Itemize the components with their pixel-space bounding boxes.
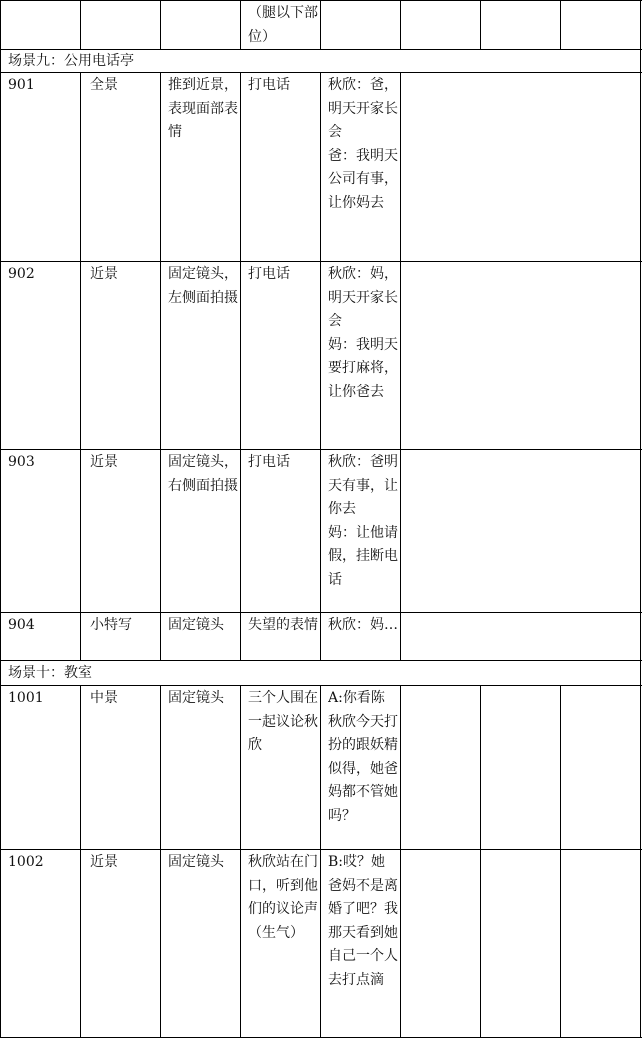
dialogue: 秋欣：妈…: [328, 617, 398, 633]
shot-number: 904: [8, 617, 35, 633]
camera-move: 推到近景，表现面部表情: [168, 77, 238, 140]
column-divider: [80, 72, 81, 660]
column-divider: [240, 72, 241, 660]
table-border-top: [0, 0, 642, 1]
row-divider: [0, 849, 642, 850]
shot-number: 1001: [8, 690, 44, 706]
shot-content: 秋欣站在门口，听到他们的议论声（生气）: [248, 854, 318, 941]
shot-content: 三个人围在一起议论秋欣: [248, 690, 318, 753]
row0-content: （腿以下部位）: [248, 5, 318, 45]
column-divider: [400, 0, 401, 49]
shot-content: 打电话: [248, 454, 290, 470]
row-divider: [0, 612, 642, 613]
column-divider: [480, 0, 481, 49]
shot-content: 打电话: [248, 266, 290, 282]
column-divider: [320, 685, 321, 1038]
shot-size: 近景: [90, 266, 118, 282]
shot-size: 中景: [90, 690, 118, 706]
row-divider: [0, 261, 642, 262]
column-divider: [80, 0, 81, 49]
shot-content: 失望的表情: [248, 617, 318, 633]
camera-move: 固定镜头: [168, 690, 224, 706]
column-divider: [240, 685, 241, 1038]
shot-size: 小特写: [90, 617, 132, 633]
shot-content: 打电话: [248, 77, 290, 93]
column-divider: [560, 0, 561, 49]
row-divider: [0, 449, 642, 450]
shot-size: 近景: [90, 454, 118, 470]
dialogue: A:你看陈秋欣今天打扮的跟妖精似得，她爸妈都不管她吗？: [328, 690, 398, 824]
column-divider: [240, 0, 241, 49]
table-border-right: [640, 0, 641, 1038]
table-border-left: [0, 0, 1, 1038]
shot-number: 901: [8, 77, 35, 93]
camera-move: 固定镜头: [168, 854, 224, 870]
column-divider: [400, 72, 401, 660]
column-divider: [560, 685, 561, 1038]
scene-heading-ten: 场景十：教室: [8, 665, 92, 681]
dialogue: 秋欣：爸明天有事，让你去 妈：让他请假，挂断电话: [328, 454, 398, 588]
dialogue: 秋欣：妈，明天开家长会 妈：我明天要打麻将，让你爸去: [328, 266, 398, 400]
column-divider: [160, 685, 161, 1038]
camera-move: 固定镜头，左侧面拍摄: [168, 266, 238, 306]
dialogue: B:哎？她爸妈不是离婚了吧？我那天看到她自己一个人去打点滴: [328, 854, 398, 988]
column-divider: [160, 0, 161, 49]
row-divider: [0, 685, 642, 686]
shot-size: 全景: [90, 77, 118, 93]
table-border-bottom: [0, 1037, 642, 1038]
row-divider: [0, 660, 642, 661]
row0-content-cell: [248, 2, 320, 49]
shot-number: 1002: [8, 854, 44, 870]
camera-move: 固定镜头，右侧面拍摄: [168, 454, 238, 494]
dialogue: 秋欣：爸，明天开家长会 爸：我明天公司有事，让你妈去: [328, 77, 398, 211]
scene-heading-nine: 场景九：公用电话亭: [8, 53, 134, 69]
column-divider: [320, 72, 321, 660]
shot-number: 903: [8, 454, 35, 470]
column-divider: [400, 685, 401, 1038]
row-divider: [0, 72, 642, 73]
column-divider: [160, 72, 161, 660]
column-divider: [320, 0, 321, 49]
camera-move: 固定镜头: [168, 617, 224, 633]
column-divider: [80, 685, 81, 1038]
shot-number: 902: [8, 266, 35, 282]
column-divider: [480, 685, 481, 1038]
shot-size: 近景: [90, 854, 118, 870]
